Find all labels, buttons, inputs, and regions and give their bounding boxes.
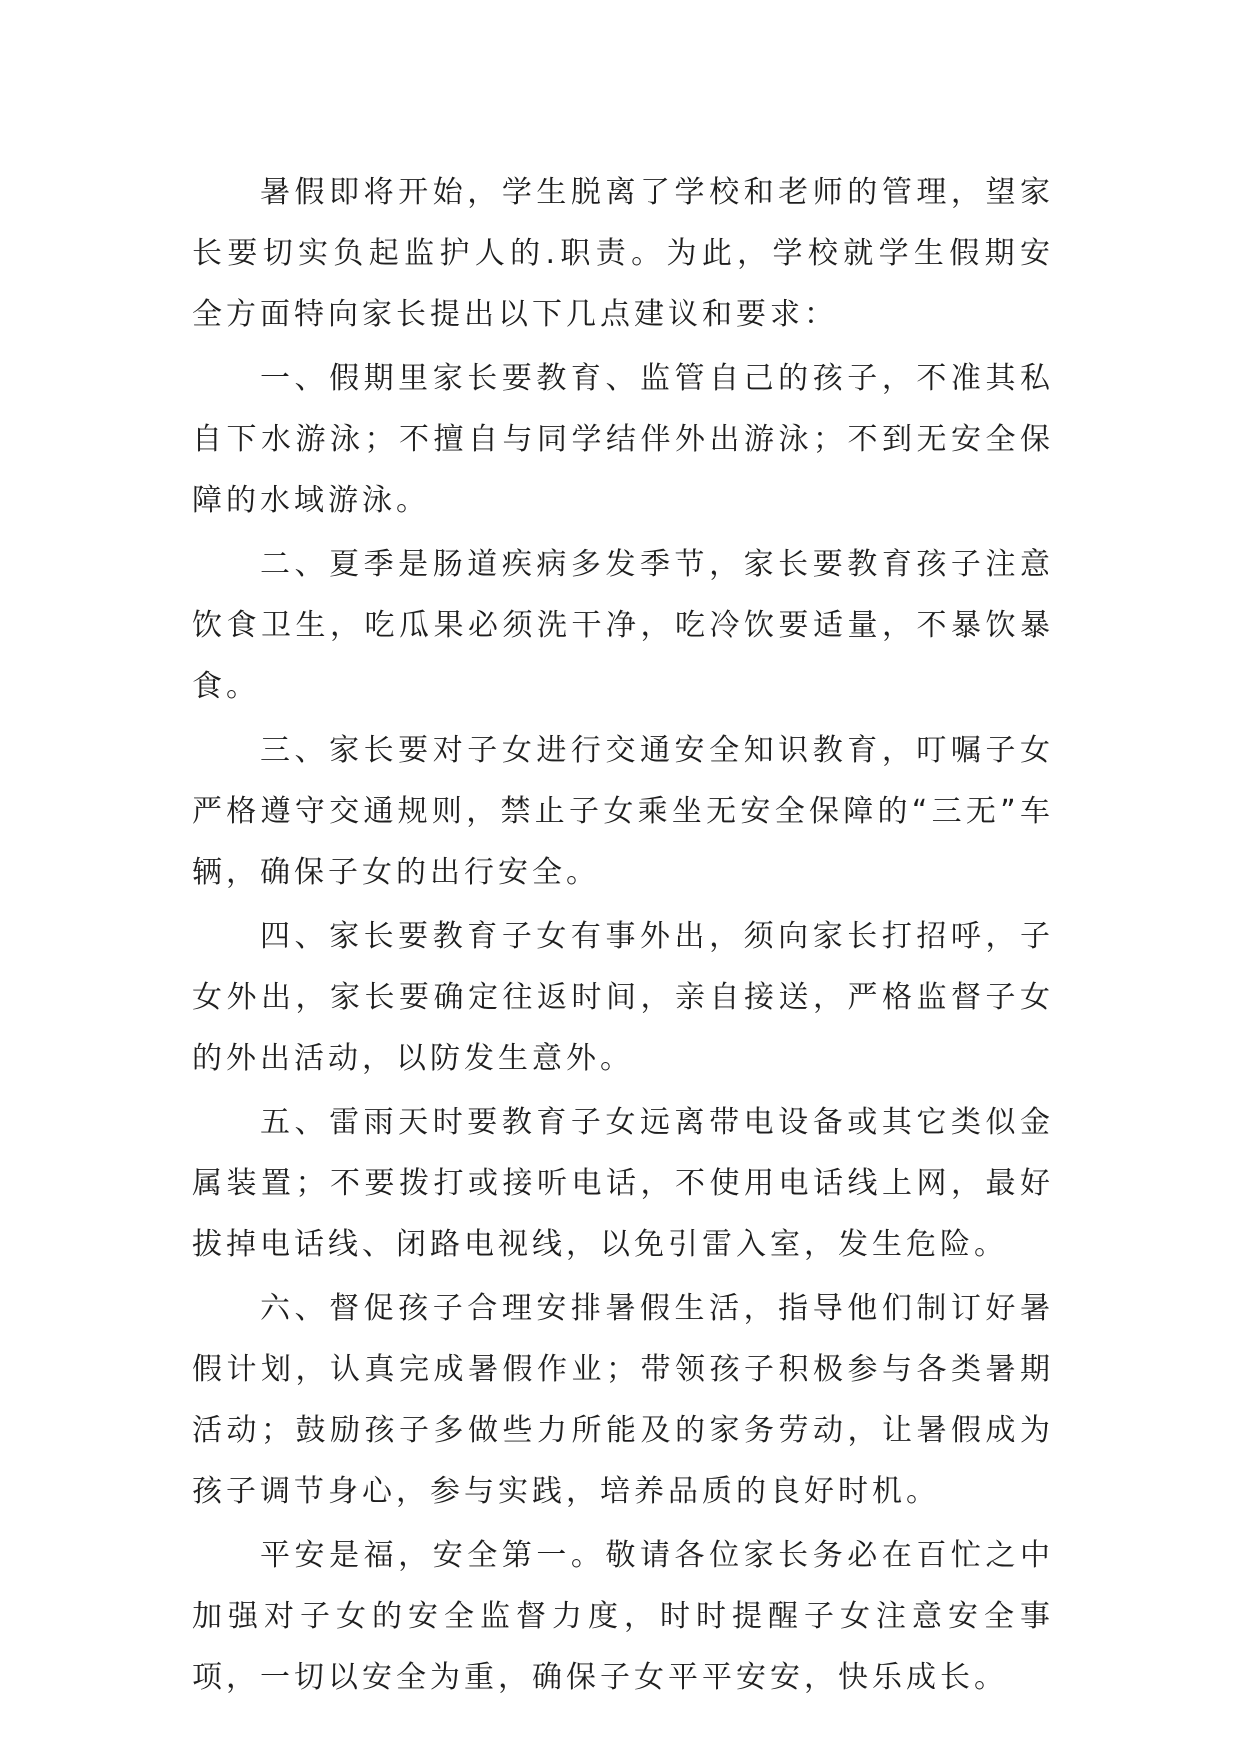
paragraph-item-6: 六、督促孩子合理安排暑假生活，指导他们制订好暑假计划，认真完成暑假作业；带领孩子积极参与各类暑期活动；鼓励孩子多做些力所能及的家务劳动，让暑假成为孩子调节身心，参与实践，培养品质的良好时机。 (192, 1291, 1054, 1509)
closing-paragraph: 平安是福，安全第一。敬请各位家长务必在百忙之中加强对子女的安全监督力度，时时提醒子女注意安全事项，一切以安全为重，确保子女平平安安，快乐成长。 (192, 1538, 1054, 1695)
paragraph-item-3: 三、家长要对子女进行交通安全知识教育，叮嘱子女严格遵守交通规则，禁止子女乘坐无安全保障的“三无”车辆，确保子女的出行安全。 (192, 733, 1054, 890)
paragraph-item-2: 二、夏季是肠道疾病多发季节，家长要教育孩子注意饮食卫生，吃瓜果必须洗干净，吃冷饮要适量，不暴饮暴食。 (192, 547, 1054, 704)
paragraph-item-4: 四、家长要教育子女有事外出，须向家长打招呼，子女外出，家长要确定往返时间，亲自接送，严格监督子女的外出活动，以防发生意外。 (192, 919, 1054, 1076)
intro-paragraph: 暑假即将开始，学生脱离了学校和老师的管理，望家长要切实负起监护人的.职责。为此，学校就学生假期安全方面特向家长提出以下几点建议和要求： (192, 175, 1054, 332)
paragraph-item-5: 五、雷雨天时要教育子女远离带电设备或其它类似金属装置；不要拨打或接听电话，不使用电话线上网，最好拔掉电话线、闭路电视线，以免引雷入室，发生危险。 (192, 1105, 1054, 1262)
paragraph-item-1: 一、假期里家长要教育、监管自己的孩子，不准其私自下水游泳；不擅自与同学结伴外出游泳；不到无安全保障的水域游泳。 (192, 361, 1054, 518)
document-body (192, 162, 1054, 1711)
